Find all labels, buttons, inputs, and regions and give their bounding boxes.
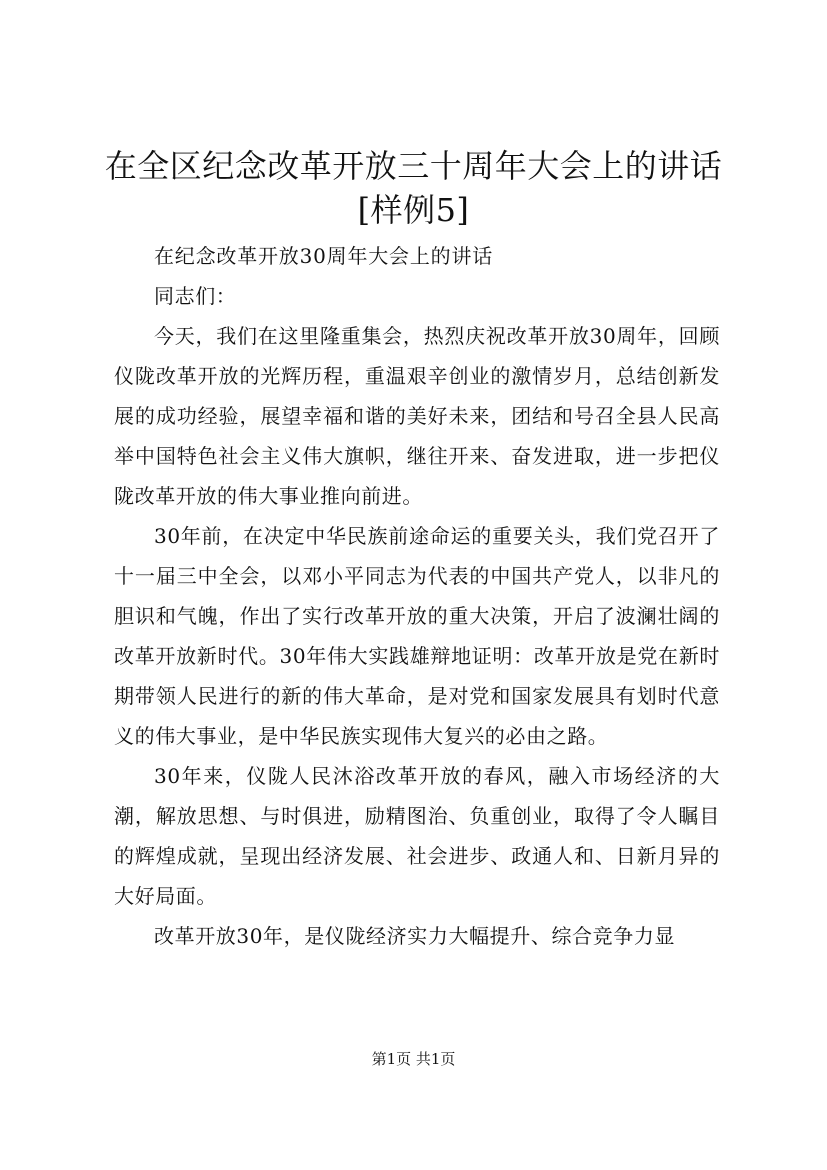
- paragraph: 改革开放30年，是仪陇经济实力大幅提升、综合竞争力显: [154, 924, 676, 948]
- page-footer: 第1页 共1页: [371, 1050, 456, 1068]
- document-body: [114, 236, 720, 956]
- paragraph: 今天，我们在这里隆重集会，热烈庆祝改革开放30周年，回顾仪陇改革开放的光辉历程，重温艰辛创业的激情岁月，总结创新发展的成功经验，展望幸福和谐的美好未来，团结和号召全县人民高举中国特色社会主义伟大旗帜，继往开来、奋发进取，进一步把仪陇改革开放的伟大事业推向前进。: [114, 324, 720, 508]
- title-line-2: [样例5]: [357, 191, 470, 229]
- paragraph: 30年来，仪陇人民沐浴改革开放的春风，融入市场经济的大潮，解放思想、与时俱进，励精图治、负重创业，取得了令人瞩目的辉煌成就，呈现出经济发展、社会进步、政通人和、日新月异的大好局面。: [114, 764, 720, 908]
- document-title: [100, 144, 727, 232]
- paragraph: 30年前，在决定中华民族前途命运的重要关头，我们党召开了十一届三中全会，以邓小平同志为代表的中国共产党人，以非凡的胆识和气魄，作出了实行改革开放的重大决策，开启了波澜壮阔的改革开放新时代。30年伟大实践雄辩地证明：改革开放是党在新时期带领人民进行的新的伟大革命，是对党和国家发展具有划时代意义的伟大事业，是中华民族实现伟大复兴的必由之路。: [114, 524, 720, 748]
- title-line-1: 在全区纪念改革开放三十周年大会上的讲话: [104, 147, 723, 185]
- speech-subtitle: 在纪念改革开放30周年大会上的讲话: [154, 244, 494, 268]
- salutation: 同志们：: [154, 284, 237, 308]
